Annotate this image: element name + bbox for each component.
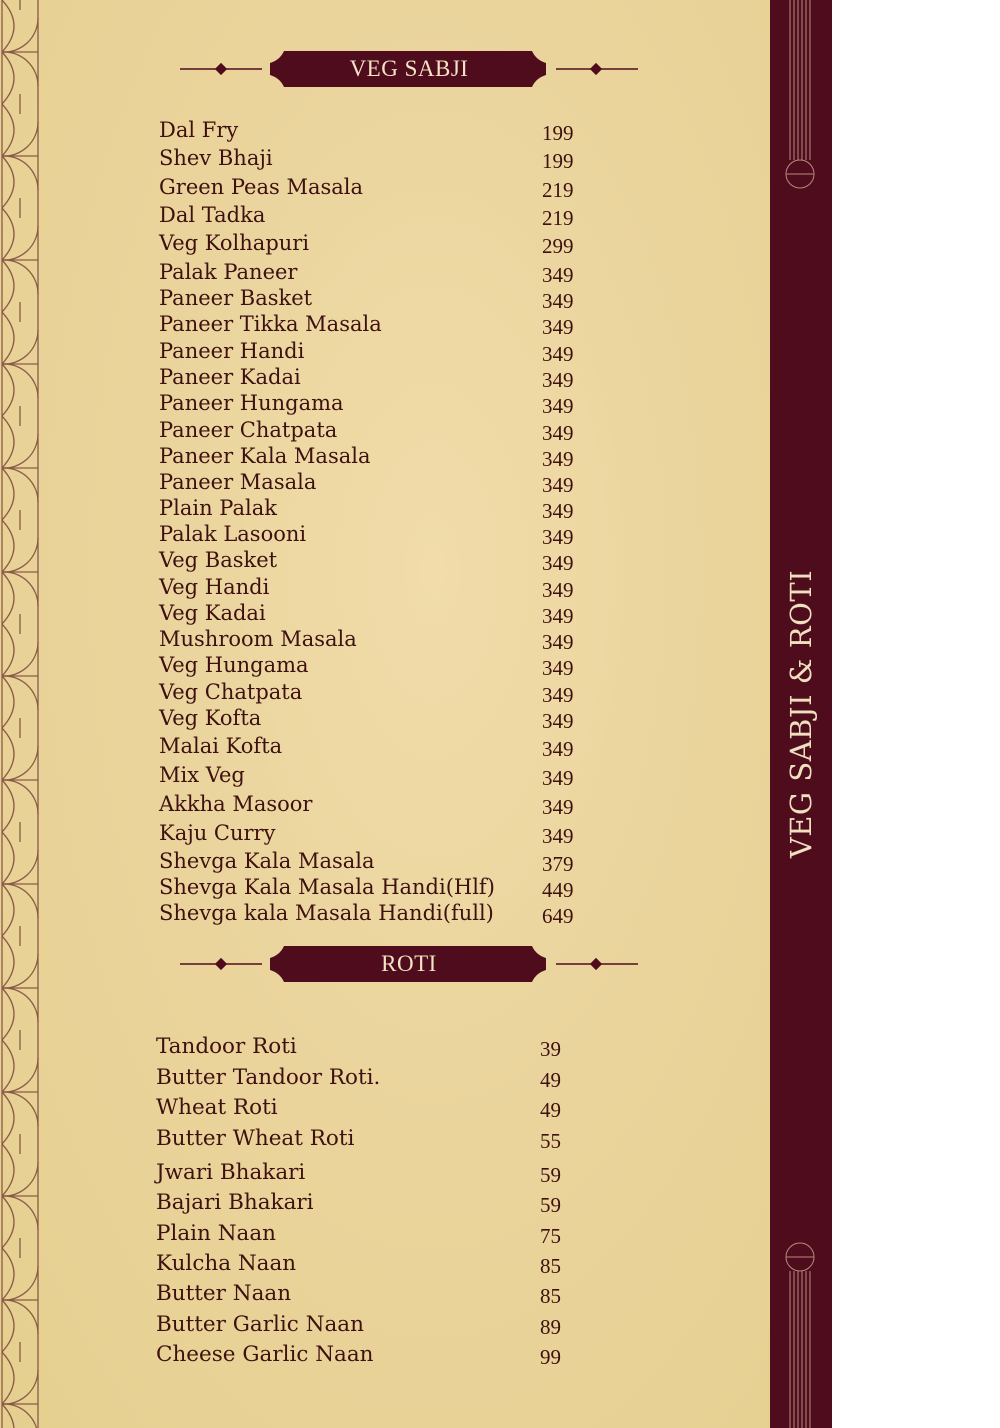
menu-item [159,470,599,496]
menu-item [156,1190,596,1216]
menu-item [156,1034,596,1060]
menu-item [156,1251,596,1277]
menu-item [159,365,599,391]
menu-item-price: 349 [542,737,574,761]
menu-item [159,849,599,875]
menu-item-price: 349 [542,421,574,445]
menu-item [159,627,599,653]
menu-item-name: Bajari Bhakari [156,1190,314,1215]
menu-item-price: 349 [542,499,574,523]
menu-item [159,901,599,927]
menu-item-price: 219 [542,206,574,230]
menu-item-price: 219 [542,178,574,202]
menu-item-price: 349 [542,766,574,790]
menu-item [159,821,599,847]
menu-item [159,706,599,732]
menu-item-name: Veg Handi [159,575,270,599]
menu-item-price: 349 [542,551,574,575]
section-title: ROTI [381,951,437,976]
menu-item-price: 349 [542,447,574,471]
menu-item-price: 59 [540,1193,561,1217]
menu-item-price: 55 [540,1129,561,1153]
menu-item-name: Shevga kala Masala Handi(full) [159,901,494,925]
menu-item [159,575,599,601]
menu-item [159,286,599,312]
menu-item-price: 449 [542,878,574,902]
menu-item-name: Paneer Kala Masala [159,444,371,468]
menu-item [159,312,599,338]
menu-item [159,260,599,286]
menu-item-price: 349 [542,795,574,819]
menu-item [159,339,599,365]
menu-item-name: Plain Palak [159,496,277,520]
menu-item-name: Shevga Kala Masala Handi(Hlf) [159,875,495,899]
menu-item-price: 349 [542,604,574,628]
menu-item-name: Cheese Garlic Naan [156,1342,374,1367]
menu-item-price: 649 [542,904,574,928]
menu-item-name: Paneer Hungama [159,391,344,415]
menu-item-name: Shevga Kala Masala [159,849,375,873]
menu-item [159,175,599,201]
menu-item-price: 85 [540,1284,561,1308]
menu-item-name: Paneer Masala [159,470,317,494]
menu-item-name: Veg Basket [159,548,278,572]
menu-item-name: Plain Naan [156,1221,277,1246]
menu-item-name: Jwari Bhakari [156,1160,306,1185]
menu-item [159,522,599,548]
menu-item-name: Kulcha Naan [156,1251,297,1276]
menu-item-name: Veg Kadai [159,601,266,625]
menu-item-name: Butter Wheat Roti [156,1126,355,1151]
menu-item-name: Green Peas Masala [159,175,364,199]
menu-item [159,444,599,470]
menu-item-name: Wheat Roti [156,1095,278,1120]
menu-item-price: 349 [542,630,574,654]
menu-item-price: 379 [542,852,574,876]
menu-item-price: 349 [542,525,574,549]
menu-item-price: 349 [542,342,574,366]
menu-item-name: Veg Kofta [159,706,262,730]
menu-item-name: Paneer Chatpata [159,418,338,442]
menu-item [159,763,599,789]
menu-item-name: Mushroom Masala [159,627,357,651]
menu-item [156,1281,596,1307]
menu-item-price: 199 [542,149,574,173]
menu-item-price: 349 [542,709,574,733]
menu-item-name: Palak Paneer [159,260,298,284]
menu-item [159,496,599,522]
menu-item-name: Mix Veg [159,763,245,787]
menu-item-name: Palak Lasooni [159,522,307,546]
menu-item-name: Butter Garlic Naan [156,1312,364,1337]
menu-item-name: Butter Naan [156,1281,292,1306]
menu-item-price: 49 [540,1098,561,1122]
menu-item [156,1126,596,1152]
menu-item [159,734,599,760]
menu-item-price: 349 [542,824,574,848]
menu-item-price: 349 [542,683,574,707]
menu-item [156,1342,596,1368]
menu-item [159,653,599,679]
menu-item-price: 299 [542,234,574,258]
menu-item [159,548,599,574]
menu-item-name: Veg Hungama [159,653,309,677]
menu-item-price: 89 [540,1315,561,1339]
menu-item [159,792,599,818]
menu-item-name: Paneer Handi [159,339,305,363]
menu-item-price: 59 [540,1163,561,1187]
menu-item [159,875,599,901]
section-banner-veg-sabji [0,49,832,89]
menu-item-price: 349 [542,656,574,680]
menu-item-name: Paneer Basket [159,286,313,310]
menu-item-name: Paneer Tikka Masala [159,312,382,336]
menu-item [159,680,599,706]
menu-item-price: 349 [542,473,574,497]
menu-item-price: 349 [542,394,574,418]
menu-item-price: 349 [542,368,574,392]
menu-item-price: 349 [542,578,574,602]
decorative-arch-border [0,0,42,1428]
menu-item-name: Akkha Masoor [159,792,313,816]
menu-item-name: Malai Kofta [159,734,283,758]
menu-item [159,418,599,444]
menu-item [159,231,599,257]
section-title: VEG SABJI [349,56,469,81]
menu-item-name: Kaju Curry [159,821,276,845]
menu-item [156,1065,596,1091]
menu-item-name: Veg Chatpata [159,680,303,704]
menu-item [159,118,599,144]
menu-item-name: Butter Tandoor Roti. [156,1065,381,1090]
menu-item-name: Dal Fry [159,118,239,142]
menu-item-price: 99 [540,1345,561,1369]
menu-item [156,1095,596,1121]
menu-item-price: 49 [540,1068,561,1092]
menu-item-price: 85 [540,1254,561,1278]
menu-item [159,203,599,229]
menu-item-price: 349 [542,263,574,287]
menu-item [159,601,599,627]
side-title: VEG SABJI & ROTI [784,569,818,859]
menu-item-price: 39 [540,1037,561,1061]
section-banner-roti [0,944,832,984]
menu-item [156,1221,596,1247]
menu-item [156,1160,596,1186]
menu-item-name: Tandoor Roti [156,1034,297,1059]
menu-item-price: 199 [542,121,574,145]
menu-item-price: 75 [540,1224,561,1248]
menu-item-price: 349 [542,289,574,313]
menu-item-name: Veg Kolhapuri [159,231,310,255]
menu-item-price: 349 [542,315,574,339]
menu-item [159,391,599,417]
menu-item-name: Paneer Kadai [159,365,301,389]
menu-item-name: Shev Bhaji [159,146,273,170]
menu-item [156,1312,596,1338]
menu-item-name: Dal Tadka [159,203,266,227]
menu-item [159,146,599,172]
